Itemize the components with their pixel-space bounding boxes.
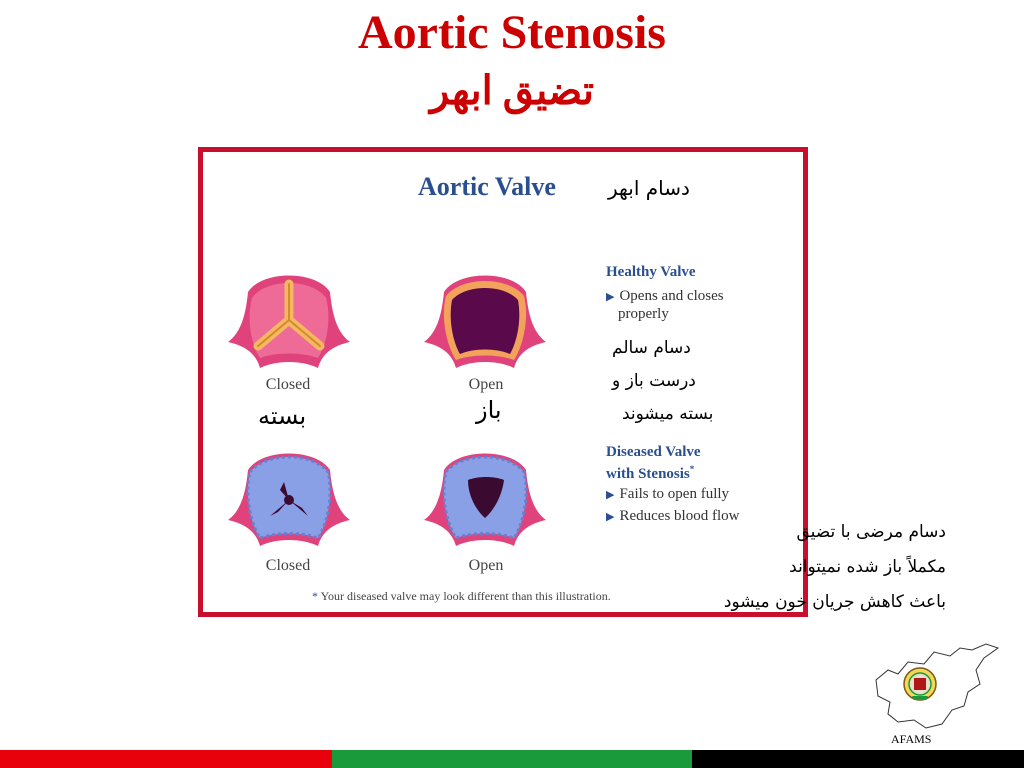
label-open-persian: باز <box>476 396 502 424</box>
diseased-open-valve-illustration <box>418 440 552 556</box>
slide-title: Aortic Stenosis <box>358 6 666 59</box>
healthy-bullet: ▶ Opens and closes properly <box>606 288 724 322</box>
healthy-persian-line-3: بسته میشوند <box>622 404 714 424</box>
footer-bar-red <box>0 750 332 768</box>
diseased-closed-valve-illustration <box>222 440 356 556</box>
caption-closed-diseased: Closed <box>265 557 311 574</box>
bullet-arrow-icon: ▶ <box>606 489 615 501</box>
caption-closed-healthy: Closed <box>265 376 311 393</box>
healthy-persian-line-2: درست باز و <box>612 371 696 391</box>
afams-logo <box>868 640 1002 734</box>
footer-bar-green <box>332 750 692 768</box>
diseased-persian-line-3: باعث کاهش جریان خون میشود <box>723 592 946 612</box>
afams-label: AFAMS <box>891 732 932 746</box>
diseased-persian-line-1: دسام مرضی با تضیق <box>796 522 946 542</box>
healthy-persian-line-1: دسام سالم <box>612 338 691 358</box>
bullet-arrow-icon: ▶ <box>606 511 615 523</box>
caption-open-healthy: Open <box>468 376 504 393</box>
footer-bar-black <box>692 750 1024 768</box>
diseased-bullet-2: ▶ Reduces blood flow <box>606 508 740 524</box>
slide-title-persian: تضیق ابهر <box>429 68 594 113</box>
aortic-valve-heading-persian: دسام ابهر <box>608 176 690 200</box>
healthy-open-valve-illustration <box>418 262 552 378</box>
diseased-valve-heading: Diseased Valve with Stenosis* <box>606 444 701 482</box>
aortic-valve-heading: Aortic Valve <box>418 172 556 201</box>
bullet-arrow-icon: ▶ <box>606 291 615 303</box>
healthy-valve-heading: Healthy Valve <box>606 264 696 280</box>
caption-open-diseased: Open <box>468 557 504 574</box>
illustration-footnote: * Your diseased valve may look different than this illustration. <box>312 589 611 603</box>
healthy-closed-valve-illustration <box>222 262 356 378</box>
diseased-persian-line-2: مکملاً باز شده نمیتواند <box>789 557 946 577</box>
label-closed-persian: بسته <box>258 402 307 430</box>
diseased-bullet-1: ▶ Fails to open fully <box>606 486 730 502</box>
